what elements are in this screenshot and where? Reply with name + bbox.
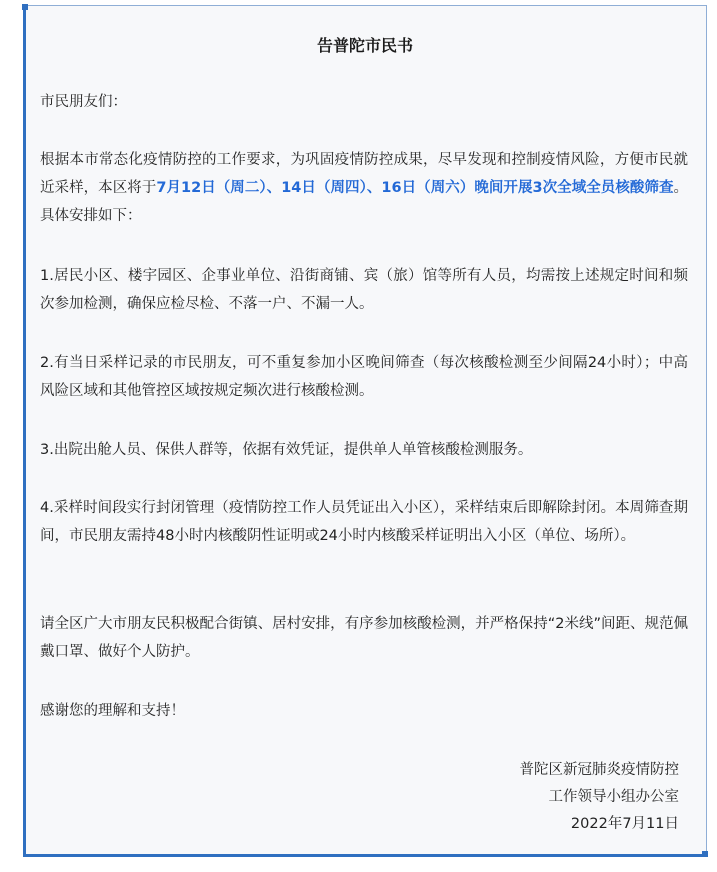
- intro-text-end: 。具体安排如下：: [40, 180, 688, 224]
- intro-text-start: 根据本市常态化疫情防控的工作要求，为巩固疫情防控成果，尽早发现和控制疫情风险，方便市民就近采样，本区将于: [40, 152, 688, 196]
- signature-org-line1: 普陀区新冠肺炎疫情防控: [519, 762, 679, 778]
- item-3: 3.出院出舱人员、保供人群等，依据有效凭证，提供单人单管核酸检测服务。: [40, 442, 533, 458]
- bottom-accent-bar: [23, 854, 707, 857]
- item-2: 2.有当日采样记录的市民朋友，可不重复参加小区晚间筛查（每次核酸检测至少间隔24小时）；中高风险区域和其他管控区域按规定频次进行核酸检测。: [40, 355, 688, 399]
- intro-paragraph: [40, 146, 688, 230]
- item-4: 4.采样时间段实行封闭管理（疫情防控工作人员凭证出入小区），采样结束后即解除封闭。本周筛查期间，市民朋友需持48小时内核酸阴性证明或24小时内核酸采样证明出入小区（单位、场所）。: [40, 500, 688, 544]
- item-1: 1.居民小区、楼宇园区、企事业单位、沿街商铺、宾（旅）馆等所有人员，均需按上述规定时间和频次参加检测，确保应检尽检、不落一户、不漏一人。: [40, 268, 688, 312]
- left-accent-bar: [23, 5, 26, 856]
- letter-frame: [23, 5, 707, 856]
- signature-date: 2022年7月11日: [570, 816, 679, 832]
- intro-highlight: 7月12日（周二）、14日（周四）、16日（周六）晚间开展3次全域全员核酸筛查: [156, 180, 674, 196]
- thanks-line: 感谢您的理解和支持！: [40, 703, 185, 719]
- appeal-paragraph: 请全区广大市朋友民积极配合街镇、居村安排，有序参加核酸检测，并严格保持“2米线”间距、规范佩戴口罩、做好个人防护。: [40, 616, 688, 660]
- salutation: 市民朋友们：: [40, 94, 127, 110]
- letter-title: 告普陀市民书: [316, 36, 413, 55]
- signature-org-line2: 工作领导小组办公室: [548, 789, 679, 805]
